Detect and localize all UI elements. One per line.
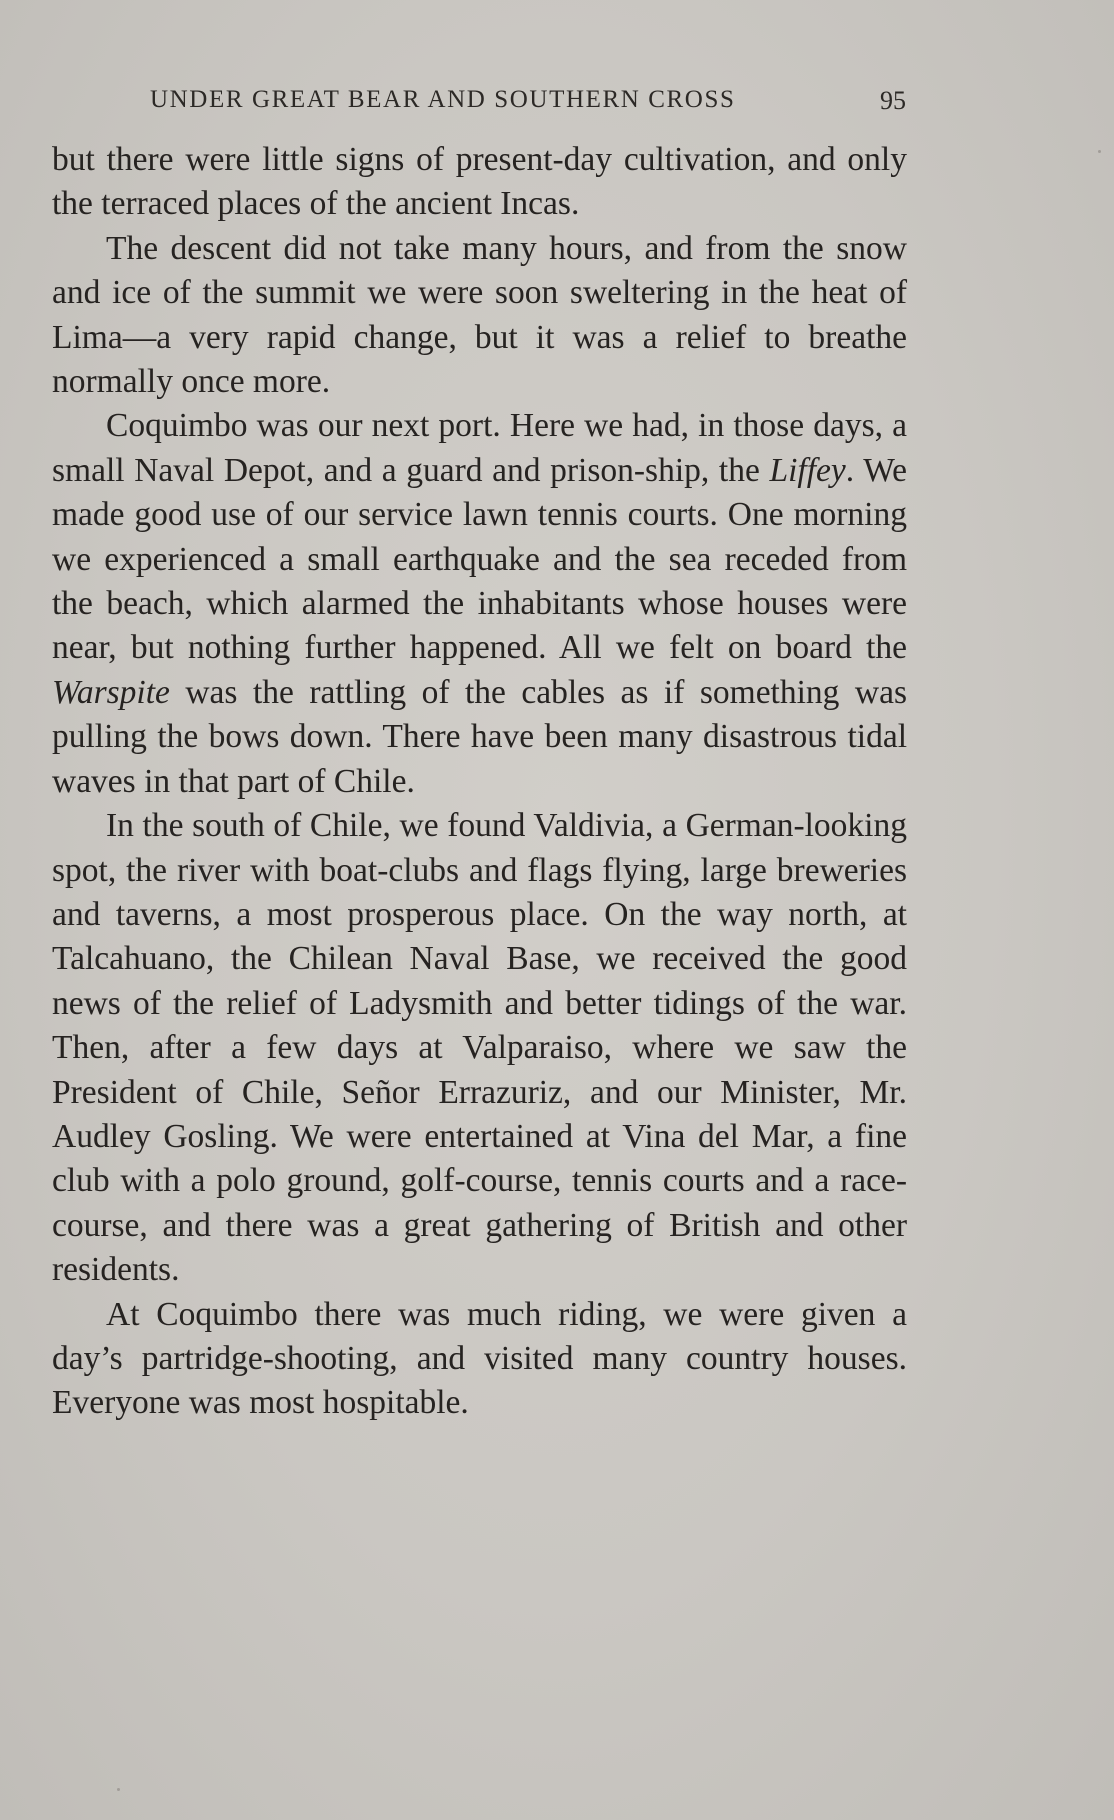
paper-speck: [117, 1788, 120, 1791]
paragraph: [52, 1293, 907, 1426]
italic-ship-name: Warspite: [52, 673, 170, 711]
text-run: The descent did not take many hours, and from the snow and ice of the summit we were soon sweltering in the heat of Lima—a very rapid change, but it was a relief to breathe normally once more.: [52, 229, 907, 401]
text-run: In the south of Chile, we found Valdivia, a German-looking spot, the river with boat-clubs and flags flying, large breweries and taverns, a most prosperous place. On the way north, at Talcahuano, the Chilean Naval Base, we received the good news of the relief of Ladysmith and better tidings of the war. Then, after a few days at Valparaiso, where we saw the President of Chile, Señor Errazuriz, and our Minister, Mr. Audley Gosling. We were entertained at Vina del Mar, a fine club with a polo ground, golf-course, tennis courts and a race-course, and there was a great gathering of British and other residents.: [52, 807, 907, 1289]
text-run: was the rattling of the cables as if something was pulling the bows down. There have been many disastrous tidal waves in that part of Chile.: [52, 673, 907, 800]
running-head-title: UNDER GREAT BEAR AND SOUTHERN CROSS: [150, 86, 736, 113]
paper-speck: [1098, 150, 1101, 153]
paragraph: [52, 138, 907, 227]
paragraph: [52, 804, 907, 1292]
text-run: At Coquimbo there was much riding, we were given a day’s partridge-shooting, and visited many country houses. Everyone was most hospitable.: [52, 1295, 907, 1422]
paragraph: [52, 404, 907, 804]
text-run: Coquimbo was our next port. Here we had, in those days, a small Naval Depot, and a guard and prison-ship, the: [52, 407, 907, 489]
page-number: 95: [880, 86, 906, 115]
text-run: but there were little signs of present-day cultivation, and only the terraced places of the ancient Incas.: [52, 141, 907, 223]
italic-ship-name: Liffey: [769, 451, 846, 489]
paragraph: [52, 227, 907, 405]
running-head: [150, 86, 906, 120]
body-text: [52, 138, 907, 1426]
text-run: . We made good use of our service lawn tennis courts. One morning we experienced a small earthquake and the sea receded from the beach, which alarmed the inhabitants whose houses were near, but nothing further happened. All we felt on board the: [52, 451, 907, 667]
